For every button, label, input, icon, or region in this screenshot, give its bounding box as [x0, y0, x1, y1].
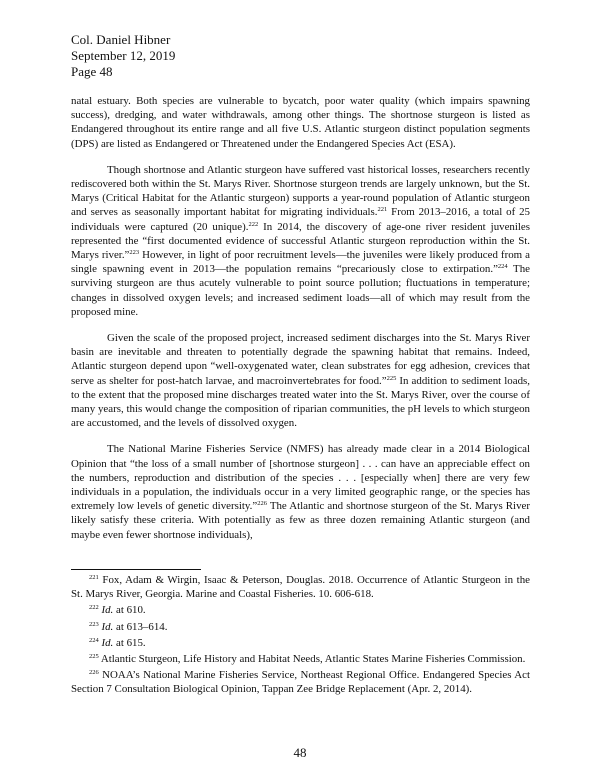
footnote-number: 223	[89, 620, 99, 628]
header-page-label: Page 48	[71, 64, 113, 79]
letter-date: September 12, 2019	[71, 48, 176, 63]
footnote	[71, 668, 530, 696]
text-run: However, in light of poor recruitment levels—the juveniles were likely produced from a single spawning event in 2013—the population remains “precariously close to extirpation.”	[71, 249, 530, 276]
text-run: at 613–614.	[113, 620, 168, 633]
text-run: From 2013–2016, a total of 25 individuals were captured (20 unique).	[71, 206, 530, 233]
footnote-number: 222	[89, 604, 99, 612]
footnote-number: 226	[89, 669, 99, 677]
page-number: 48	[293, 745, 307, 760]
footnote	[71, 636, 530, 650]
text-run: Atlantic Sturgeon, Life History and Habitat Needs, Atlantic States Marine Fisheries Commission.	[98, 653, 526, 666]
text-run: In 2014, the discovery of age-one river resident juveniles represented the “first documented evidence of successful Atlantic sturgeon reproduction within the St. Marys river.”	[71, 220, 530, 262]
footnote-number: 225	[89, 653, 99, 661]
text-run: Given the scale of the proposed project, increased sediment discharges into the St. Marys River basin are inevitable and threaten to potentially degrade the spawning habitat that remains. Indeed, Atlantic sturgeon depend upon “well-oxygenated water, clean substrates for egg adhesion, crevices that serve as shelter for post-hatch larvae, and macroinvertebrates for food.”	[71, 332, 530, 387]
footnote-ref: 224	[497, 263, 508, 271]
italic-text: Id.	[101, 636, 114, 649]
text-run: The surviving sturgeon are thus acutely vulnerable to point source pollution; fluctuations in temperature; changes in dissolved oxygen levels; and increased sediment loads—all of which may result from the proposed mine.	[71, 263, 530, 318]
text-run: at 615.	[113, 636, 146, 649]
paragraph	[71, 331, 530, 430]
paragraph	[71, 163, 530, 319]
text-run: NOAA’s National Marine Fisheries Service, Northeast Regional Office. Endangered Species Act Section 7 Consultation Biological Opinion, Tappan Zee Bridge Replacement (Apr. 2, 2014).	[71, 669, 530, 696]
footnote-ref: 226	[257, 500, 267, 508]
footnotes	[71, 573, 530, 699]
italic-text: Id.	[101, 604, 114, 617]
recipient-name: Col. Daniel Hibner	[71, 32, 171, 47]
footnote-number: 224	[89, 636, 99, 644]
footnote-ref: 221	[377, 206, 388, 214]
footnote	[71, 652, 530, 666]
text-run: at 610.	[113, 604, 146, 617]
text-run: natal estuary. Both species are vulnerable to bycatch, poor water quality (which impairs spawning success), dredging, and water withdrawals, among other things. The shortnose sturgeon is listed as Endangered throughout its entire range and all five U.S. Atlantic sturgeon distinct population segments (DPS) are listed as Endangered or Threatened under the Endangered Species Act (ESA).	[71, 95, 530, 150]
italic-text: Id.	[101, 620, 114, 633]
text-run: Though shortnose and Atlantic sturgeon have suffered vast historical losses, researchers recently rediscovered both within the St. Marys River. Shortnose sturgeon trends are largely unknown, but the St. Marys (Critical Habitat for the Atlantic sturgeon) supports a year-round population of Atlantic sturgeon and serves as seasonally important habitat for migrating individuals.	[71, 163, 530, 219]
text-run: The National Marine Fisheries Service (NMFS) has already made clear in a 2014 Biological Opinion that “the loss of a small number of [shortnose sturgeon] . . . can have an appreciable effect on the numbers, reproduction and distribution of the species . . . [especially when] there are very few individuals in a population, the individuals occur in a very limited geographic range, or the species has extremely low levels of genetic diversity.”	[71, 443, 530, 513]
text-run: In addition to sediment loads, to the extent that the proposed mine discharges treated water into the St. Marys River, over the course of many years, this would change the composition of riparian communities, the pH levels to which sturgeon are accustomed, and the levels of dissolved oxygen.	[71, 374, 530, 430]
body-text	[71, 94, 530, 554]
footnote	[71, 603, 530, 617]
footnote-ref: 222	[248, 220, 259, 228]
footnote-ref: 225	[386, 374, 397, 382]
footnote-ref: 223	[129, 249, 140, 257]
footnote	[71, 620, 530, 634]
letter-header	[71, 32, 175, 80]
footnote-number: 221	[89, 574, 99, 581]
text-run: The Atlantic and shortnose sturgeon of the St. Marys River likely satisfy these criteria. With potentially as few as three dozen remaining Atlantic sturgeon (and maybe even fewer shortnose individuals),	[71, 500, 530, 541]
footnote-separator	[71, 569, 201, 570]
text-run: Fox, Adam & Wirgin, Isaac & Peterson, Douglas. 2018. Occurrence of Atlantic Sturgeon in the St. Marys River, Georgia. Marine and Coastal Fisheries. 10. 606-618.	[71, 574, 530, 601]
footnote	[71, 573, 530, 601]
paragraph	[71, 442, 530, 541]
paragraph	[71, 94, 530, 151]
